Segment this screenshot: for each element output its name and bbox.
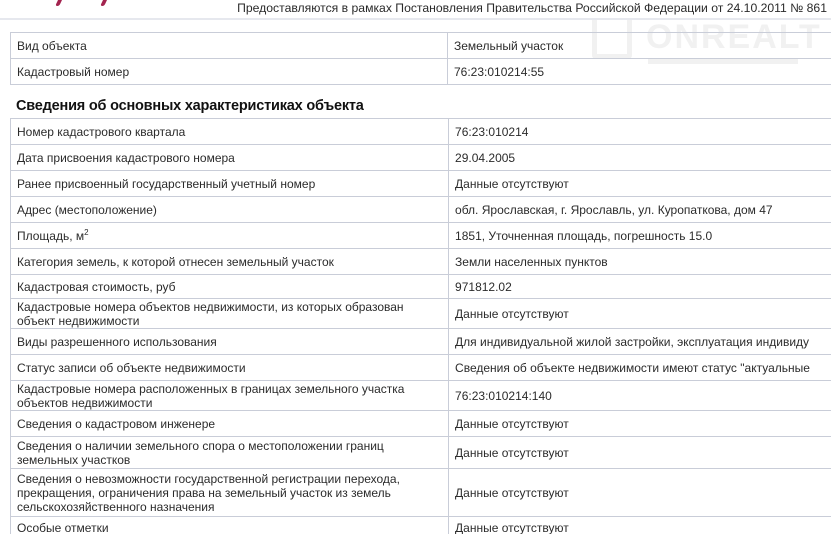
row-value: обл. Ярославская, г. Ярославль, ул. Куропаткова, дом 47 [449, 197, 831, 223]
row-label: Виды разрешенного использования [11, 329, 449, 355]
row-value: Данные отсутствуют [449, 411, 831, 437]
row-label: Сведения о наличии земельного спора о местоположении границ земельных участков [11, 437, 449, 469]
row-value: Земельный участок [448, 33, 831, 59]
row-value: Данные отсутствуют [449, 469, 831, 517]
row-label: Кадастровая стоимость, руб [11, 275, 449, 299]
row-value: Данные отсутствуют [449, 437, 831, 469]
row-label: Кадастровый номер [11, 59, 448, 85]
table-row [11, 249, 831, 275]
table-row [11, 329, 831, 355]
row-value: 76:23:010214:55 [448, 59, 831, 85]
section-heading: Сведения об основных характеристиках объекта [16, 98, 364, 114]
row-label: Ранее присвоенный государственный учетный номер [11, 171, 449, 197]
superscript: 2 [84, 227, 89, 237]
table-row [11, 469, 831, 517]
row-value: Данные отсутствуют [449, 517, 831, 534]
row-value: 29.04.2005 [449, 145, 831, 171]
characteristics-table [10, 118, 831, 534]
table-row [11, 59, 831, 85]
table-row [11, 411, 831, 437]
row-value: 971812.02 [449, 275, 831, 299]
row-label: Дата присвоения кадастрового номера [11, 145, 449, 171]
row-label: Сведения о кадастровом инженере [11, 411, 449, 437]
row-value: Данные отсутствуют [449, 171, 831, 197]
table-row [11, 197, 831, 223]
table-row [11, 517, 831, 534]
row-label: Номер кадастрового квартала [11, 119, 449, 145]
table-row [11, 299, 831, 329]
object-table [10, 32, 831, 85]
table-row [11, 223, 831, 249]
row-label: Кадастровые номера объектов недвижимости, из которых образован объект недвижимости [11, 299, 449, 329]
table-row [11, 119, 831, 145]
table-row [11, 33, 831, 59]
table-row [11, 145, 831, 171]
table-row [11, 355, 831, 381]
row-label: Кадастровые номера расположенных в границах земельного участка объектов недвижимости [11, 381, 449, 411]
header-note-text: Предоставляются в рамках Постановления Правительства Российской Федерации от 24.10.2011 № 861 [237, 1, 827, 15]
row-value: Данные отсутствуют [449, 299, 831, 329]
row-value: 76:23:010214 [449, 119, 831, 145]
row-value: 76:23:010214:140 [449, 381, 831, 411]
header-note [0, 0, 831, 20]
row-label: Статус записи об объекте недвижимости [11, 355, 449, 381]
table-row [11, 437, 831, 469]
row-label: Категория земель, к которой отнесен земельный участок [11, 249, 449, 275]
row-label-text: Площадь, м [17, 228, 85, 243]
row-label: Особые отметки [11, 517, 449, 534]
row-label: Вид объекта [11, 33, 448, 59]
watermark-text: ONREALT [646, 18, 822, 56]
row-label: Сведения о невозможности государственной регистрации перехода, прекращения, ограничения права на земельный участок из земель сельскохозяйственного назначения [11, 469, 449, 517]
row-label: Адрес (местоположение) [11, 197, 449, 223]
row-value: Земли населенных пунктов [449, 249, 831, 275]
row-label-area [11, 223, 449, 249]
row-value: 1851, Уточненная площадь, погрешность 15.0 [449, 223, 831, 249]
table-row [11, 381, 831, 411]
row-value: Для индивидуальной жилой застройки, эксплуатация индивиду [449, 329, 831, 355]
row-value: Сведения об объекте недвижимости имеют статус "актуальные [449, 355, 831, 381]
table-row [11, 275, 831, 299]
table-row [11, 171, 831, 197]
